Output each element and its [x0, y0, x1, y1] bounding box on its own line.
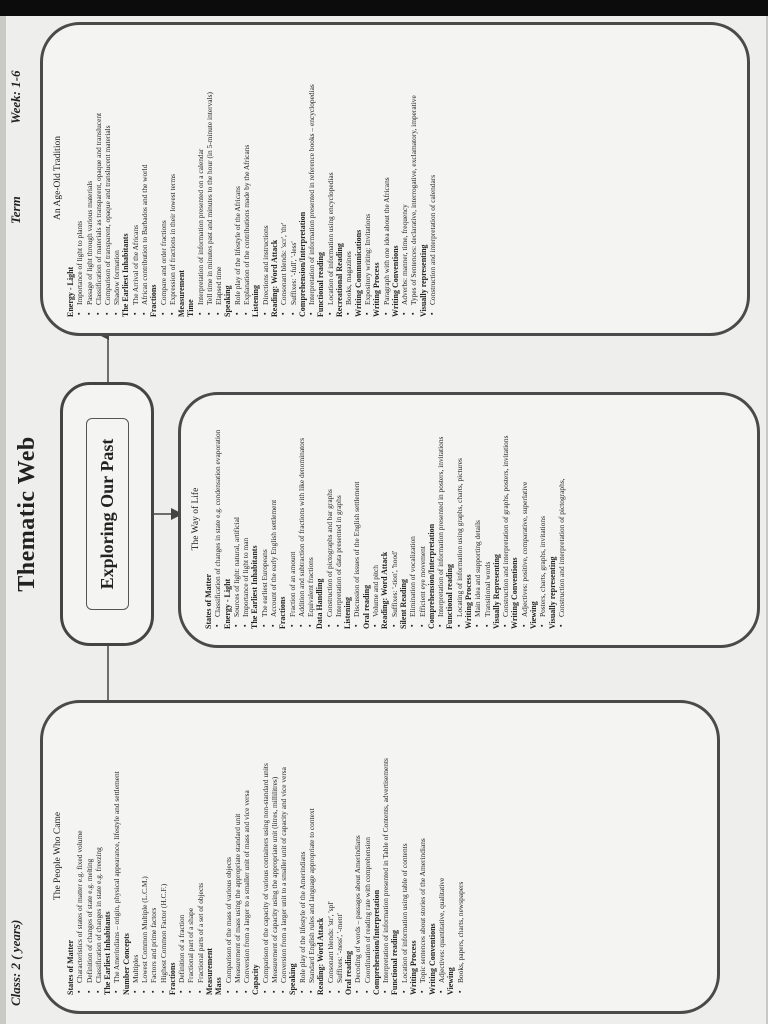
- topic-item: ▪ Decoding of words – passages about Amerindians: [353, 717, 362, 995]
- topic-item: ▪ Books, magazines: [344, 39, 353, 317]
- section-heading: Oral reading: [343, 950, 353, 995]
- topic-list: [298, 717, 316, 995]
- section-heading: Reading: Word Attack: [316, 917, 326, 995]
- topic-item: ▪ Adjectives: positive, comparative, superlative: [520, 409, 529, 629]
- topic-list: [112, 717, 121, 995]
- topic-item: ▪ Account of the early English settlement: [269, 409, 278, 629]
- topic-item: ▪ Transitional words: [483, 409, 492, 629]
- topic-list: [455, 409, 464, 629]
- topic-list: [390, 409, 399, 629]
- topic-list: [436, 409, 445, 629]
- section-heading: Writing Process: [372, 262, 382, 317]
- topic-list: [353, 717, 371, 995]
- topic-item: ▪ Shadow formation: [112, 39, 121, 317]
- topic-list: [371, 409, 380, 629]
- section-heading: Data Handling: [315, 578, 325, 629]
- topic-item: ▪ Comparison of the capacity of various containers using non-standard units: [261, 717, 270, 995]
- topic-list: [326, 39, 335, 317]
- topic-list: [408, 409, 426, 629]
- week-label: Week: 1-6: [8, 70, 23, 124]
- section-heading: Visually Representing: [491, 554, 501, 629]
- topic-item: ▪ Discussion of issues of the English settlement: [352, 409, 361, 629]
- section-heading: Viewing: [446, 967, 456, 995]
- topic-item: ▪ Interpretation of information presented on a calendar: [196, 39, 205, 317]
- topic-item: ▪ Main idea and supporting details: [473, 409, 482, 629]
- topic-item: ▪ Consonant blends: 'scr', 'thr': [279, 39, 288, 317]
- topic-item: ▪ Definition of a fraction: [177, 717, 186, 995]
- topic-item: ▪ Construction and interpretation of pictographs,: [557, 409, 566, 629]
- topic-item: ▪ Lowest Common Multiple (L.C.M.): [140, 717, 149, 995]
- section-heading: Recreational Reading: [334, 243, 344, 317]
- topic-item: ▪ Role play of the lifestyle of the Africans: [233, 39, 242, 317]
- topic-list: [131, 717, 168, 995]
- section-heading: Listening: [343, 596, 353, 629]
- topic-list: [344, 39, 353, 317]
- class-label: Class: 2 ( years): [8, 919, 23, 1006]
- section-heading: Fractions: [167, 962, 177, 995]
- section-heading: The Earliest Inhabitants: [121, 233, 131, 317]
- topic-item: ▪ Interpretation of information presented in Table of Contents, advertisements: [381, 717, 390, 995]
- topic-item: ▪ Construction of pictographs and bar graphs: [325, 409, 334, 629]
- topic-item: ▪ Interpretation of data presented in graphs: [334, 409, 343, 629]
- topic-list: [352, 409, 361, 629]
- topic-item: ▪ Expression of fractions in their lowest terms: [168, 39, 177, 317]
- topic-item: ▪ Paragraph with one idea about the Africans: [382, 39, 391, 317]
- topic-list: [418, 717, 427, 995]
- topic-item: ▪ Suffixes: '-tion', 'hood': [390, 409, 399, 629]
- section-heading: Energy - Light: [222, 578, 232, 629]
- section-heading: Writing Process: [463, 574, 473, 629]
- section-heading: Speaking: [288, 963, 298, 995]
- section-heading: Writing Conventions: [510, 557, 520, 629]
- topic-item: ▪ Classification of changes in state e.g. condensation evaporation: [213, 409, 222, 629]
- central-topic: Exploring Our Past: [86, 418, 129, 611]
- section-heading: Visually representing: [547, 556, 557, 629]
- topic-list: [224, 717, 252, 995]
- section-heading: Writing Conventions: [390, 245, 400, 317]
- term-label: Term: [8, 196, 23, 224]
- topic-item: ▪ The Amerindians – origin, physical appearance, lifestyle and settlement: [112, 717, 121, 995]
- topic-list: [382, 39, 391, 317]
- topic-list: [428, 39, 437, 317]
- topic-item: ▪ Adverbs: manner, time, frequency: [400, 39, 409, 317]
- arrow-to-right-box: [100, 334, 108, 382]
- topic-list: [261, 717, 289, 995]
- topic-item: ▪ Characteristics of states of matter e.g. fixed volume: [75, 717, 84, 995]
- topic-list: [75, 717, 103, 995]
- topic-item: ▪ Classification of changes in state e.g. freezing: [94, 717, 103, 995]
- section-heading: Functional reading: [316, 252, 326, 317]
- topic-item: ▪ Fraction of an amount: [288, 409, 297, 629]
- topic-item: ▪ Measurement of capacity using the appropriate unit (litres, millilitres): [270, 717, 279, 995]
- theme-title: The People Who Came: [53, 811, 63, 901]
- topic-item: ▪ Conversion from a larger to a smaller unit of mass and vice versa: [242, 717, 251, 995]
- topic-list: [213, 409, 222, 629]
- section-heading: Time: [186, 299, 196, 317]
- topic-list: [400, 39, 418, 317]
- topic-item: ▪ The earliest Europeans: [260, 409, 269, 629]
- theme-box-people-who-came: [40, 700, 720, 1014]
- section-heading: Speaking: [223, 285, 233, 317]
- section-heading: The Earliest Inhabitants: [103, 911, 113, 995]
- topic-item: ▪ Addition and subtraction of fractions with like denominators: [297, 409, 306, 629]
- section-heading: Measurement: [204, 948, 214, 995]
- topic-item: ▪ Books, papers, charts, newspapers: [456, 717, 465, 995]
- topic-item: ▪ African contribution to Barbados and the world: [140, 39, 149, 317]
- topic-item: ▪ Interpretation of information presented in posters, invitations: [436, 409, 445, 629]
- topic-item: ▪ Expository writing: Invitations: [363, 39, 372, 317]
- theme-box-age-old-tradition: [40, 22, 750, 336]
- topic-item: ▪ Adjectives: quantitative, qualitative: [437, 717, 446, 995]
- topic-item: ▪ Construction and interpretation of calendars: [428, 39, 437, 317]
- topic-item: ▪ Standard English rules and language appropriate to context: [307, 717, 316, 995]
- topic-list: [261, 39, 270, 317]
- topic-item: ▪ Highest Common Factor (H.C.F.): [159, 717, 168, 995]
- topic-item: ▪ Consonant blends: 'str', 'spl': [326, 717, 335, 995]
- topic-list: [557, 409, 566, 629]
- topic-list: [381, 717, 390, 995]
- topic-list: [325, 409, 343, 629]
- topic-list: [288, 409, 316, 629]
- theme-title: The Way of Life: [191, 487, 201, 551]
- topic-item: ▪ Sources of light: natural, artificial: [232, 409, 241, 629]
- topic-item: ▪ Posters, charts, graphs, invitations: [538, 409, 547, 629]
- topic-list: [177, 717, 205, 995]
- topic-item: ▪ Locating of information using graphs, charts, pictures: [455, 409, 464, 629]
- section-heading: States of Matter: [66, 939, 75, 995]
- section-heading: States of Matter: [204, 573, 213, 629]
- topic-list: [260, 409, 278, 629]
- section-heading: Viewing: [528, 601, 538, 629]
- topic-list: [196, 39, 224, 317]
- topic-list: [131, 39, 149, 317]
- topic-list: [501, 409, 510, 629]
- topic-item: ▪ Suffixes: '-ness', '-ment': [335, 717, 344, 995]
- section-heading: Reading: Word Attack: [269, 239, 279, 317]
- topic-item: ▪ Tell time in minutes past and minutes to the hour (in 5-minute intervals): [205, 39, 214, 317]
- topic-list: [400, 717, 409, 995]
- section-heading: Energy - Light: [66, 266, 75, 317]
- topic-item: ▪ Comparison of transparent, opaque and translucent materials: [103, 39, 112, 317]
- topic-list: [520, 409, 529, 629]
- topic-item: ▪ Equivalent fractions: [306, 409, 315, 629]
- topic-item: ▪ Location of information using encyclopedias: [326, 39, 335, 317]
- page-title: Thematic Web: [14, 436, 40, 592]
- topic-item: ▪ Conversion from a larger unit to a smaller unit of capacity and vice versa: [279, 717, 288, 995]
- section-heading: Listening: [251, 284, 261, 317]
- topic-item: ▪ Comparison of the mass of various objects: [224, 717, 233, 995]
- topic-item: ▪ Fractional part of a shape: [186, 717, 195, 995]
- section-heading: Writing Process: [408, 940, 418, 995]
- section-heading: Fractions: [149, 284, 159, 317]
- topic-item: ▪ Topic sentences about stories of the Amerindians: [418, 717, 427, 995]
- section-heading: Comprehension/Interpretation: [297, 211, 307, 317]
- section-heading: The Earliest Inhabitants: [250, 545, 260, 629]
- topic-item: ▪ Fractional parts of a set of objects: [196, 717, 205, 995]
- topic-item: ▪ Elimination of vocalization: [408, 409, 417, 629]
- topic-list: [538, 409, 547, 629]
- topic-list: [159, 39, 177, 317]
- topic-item: ▪ Elapsed time: [214, 39, 223, 317]
- section-heading: Silent Reading: [398, 578, 408, 629]
- central-topic-box: [60, 382, 154, 646]
- topic-item: ▪ The Arrival of the Africans: [131, 39, 140, 317]
- section-heading: Mass: [214, 977, 224, 995]
- topic-list: [307, 39, 316, 317]
- topic-item: ▪ Importance of light to man: [241, 409, 250, 629]
- topic-item: ▪ Definition of changes of state e.g. melting: [85, 717, 94, 995]
- topic-item: ▪ Passage of light through various materials: [85, 39, 94, 317]
- topic-item: ▪ Multiples: [131, 717, 140, 995]
- section-heading: Functional reading: [445, 564, 455, 629]
- theme-title: An Age-Old Tradition: [53, 136, 63, 220]
- section-heading: Measurement: [177, 270, 187, 317]
- topic-item: ▪ Coordination of reading rate with comprehension: [363, 717, 372, 995]
- topic-item: ▪ Measurement of mass using the appropriate standard unit: [233, 717, 242, 995]
- section-heading: Capacity: [251, 964, 261, 995]
- topic-list: [233, 39, 251, 317]
- topic-list: [279, 39, 297, 317]
- section-heading: Functional reading: [390, 930, 400, 995]
- topic-item: ▪ Compare and order fractions: [159, 39, 168, 317]
- topic-item: ▪ Importance of light to plants: [75, 39, 84, 317]
- topic-item: ▪ Suffixes: '-full', '-less': [289, 39, 298, 317]
- section-heading: Number Concepts: [121, 933, 131, 995]
- topic-list: [75, 39, 121, 317]
- topic-item: ▪ Types of Sentences: declarative, interrogative, exclamatory, imperative: [409, 39, 418, 317]
- topic-item: ▪ Efficient eye movement: [418, 409, 427, 629]
- section-heading: Writing Communications: [353, 229, 363, 317]
- section-heading: Writing Conventions: [427, 923, 437, 995]
- topic-list: [437, 717, 446, 995]
- topic-item: ▪ Role play of the lifestyle of the Amerindians: [298, 717, 307, 995]
- section-heading: Comprehension/Interpretation: [426, 523, 436, 629]
- section-heading: Oral reading: [361, 584, 371, 629]
- topic-item: ▪ Interpretation of information presented in reference books – encyclopedias: [307, 39, 316, 317]
- section-heading: Comprehension/Interpretation: [371, 889, 381, 995]
- topic-item: ▪ Location of information using table of contents: [400, 717, 409, 995]
- theme-box-way-of-life: [178, 392, 760, 648]
- topic-item: ▪ Explanation of the contributions made by the Africans: [242, 39, 251, 317]
- topic-item: ▪ Volume and pitch: [371, 409, 380, 629]
- section-heading: Reading: Word Attack: [380, 551, 390, 629]
- topic-list: [326, 717, 344, 995]
- topic-list: [363, 39, 372, 317]
- topic-list: [232, 409, 250, 629]
- topic-item: ▪ Factors and prime factors: [149, 717, 158, 995]
- topic-item: ▪ Directions and instructions: [261, 39, 270, 317]
- topic-item: ▪ Classification of materials as transparent, opaque and translucent: [94, 39, 103, 317]
- section-heading: Fractions: [278, 596, 288, 629]
- topic-list: [473, 409, 491, 629]
- topic-list: [456, 717, 465, 995]
- topic-item: ▪ Construction and interpretation of graphs, posters, invitations: [501, 409, 510, 629]
- section-heading: Visually representing: [418, 244, 428, 317]
